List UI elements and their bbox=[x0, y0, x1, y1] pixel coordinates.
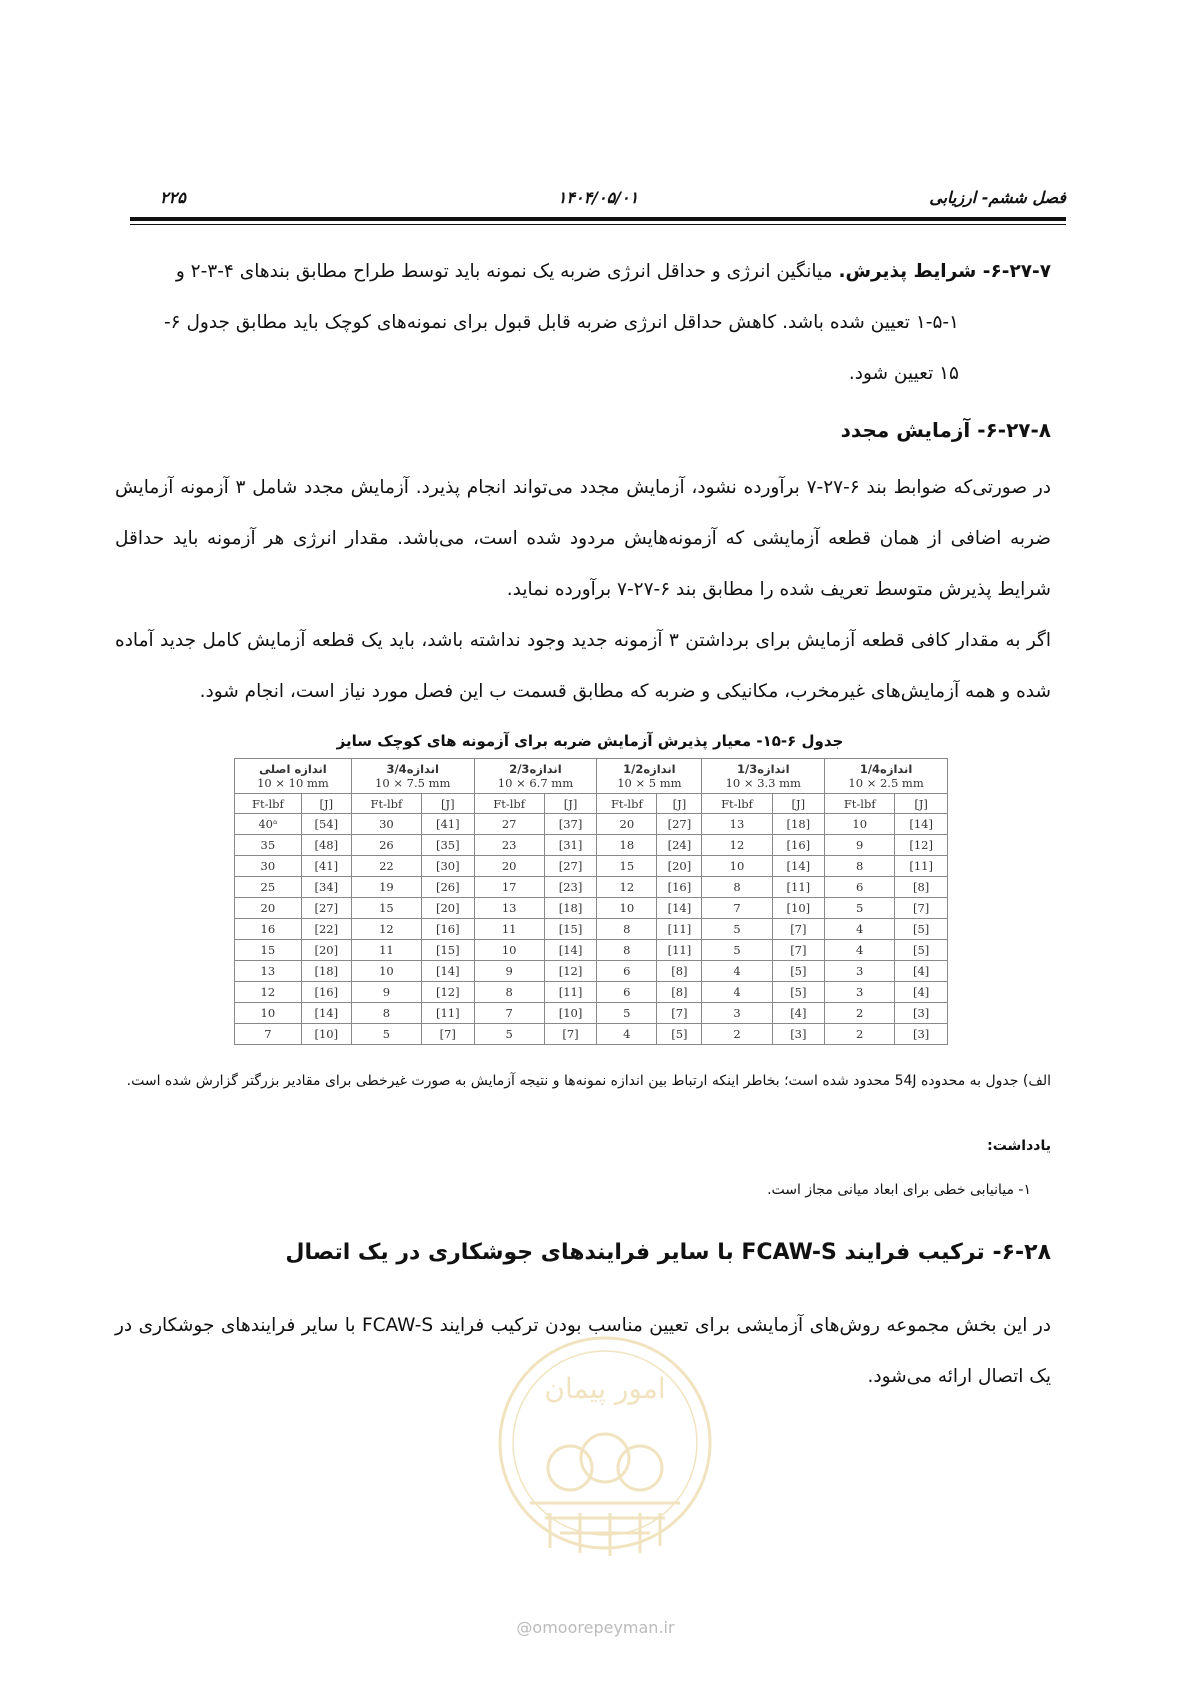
table-cell: [11] bbox=[657, 919, 702, 940]
table-cell: 23 bbox=[474, 835, 544, 856]
table-group-4 bbox=[702, 759, 825, 794]
table-cell: 7 bbox=[474, 1003, 544, 1024]
table-cell: 5 bbox=[351, 1024, 421, 1045]
group-name: اندازه1/4 bbox=[859, 762, 913, 776]
table-row bbox=[235, 856, 948, 877]
table-row bbox=[235, 1003, 948, 1024]
table-cell: 27 bbox=[474, 814, 544, 835]
table-group-1 bbox=[351, 759, 474, 794]
table-cell: 19 bbox=[351, 877, 421, 898]
notes-title: یادداشت: bbox=[987, 1138, 1051, 1154]
table-group-0 bbox=[235, 759, 352, 794]
group-dimension: 10 × 2.5 mm bbox=[848, 776, 924, 790]
unit-header: [J] bbox=[895, 794, 948, 814]
table-cell: 4 bbox=[597, 1024, 657, 1045]
table-cell: 4 bbox=[702, 982, 772, 1003]
table-cell: 8 bbox=[474, 982, 544, 1003]
unit-header: Ft-lbf bbox=[351, 794, 421, 814]
table-cell: [7] bbox=[772, 940, 825, 961]
table-cell: [20] bbox=[421, 898, 474, 919]
table-cell: [14] bbox=[544, 940, 597, 961]
table-cell: [14] bbox=[895, 814, 948, 835]
header-date: ۱۴۰۴/۰۵/۰۱ bbox=[557, 188, 639, 207]
group-dimension: 10 × 6.7 mm bbox=[497, 776, 574, 790]
table-group-header bbox=[235, 759, 948, 794]
table-cell: 7 bbox=[702, 898, 772, 919]
table-cell: 20 bbox=[597, 814, 657, 835]
table-cell: [11] bbox=[657, 940, 702, 961]
table-cell: [7] bbox=[657, 1003, 702, 1024]
table-cell: [35] bbox=[421, 835, 474, 856]
table-cell: [20] bbox=[657, 856, 702, 877]
table-cell: 9 bbox=[474, 961, 544, 982]
table-cell: [11] bbox=[772, 877, 825, 898]
table-cell: [14] bbox=[772, 856, 825, 877]
table-cell: 18 bbox=[597, 835, 657, 856]
retest-paragraph-2: اگر به مقدار کافی قطعه آزمایش برای برداشتن ۳ آزمونه جدید وجود نداشته باشد، باید یک قطعه آزمایش کامل جدید آماده شده و همه آزمایش‌های غیرمخرب، مکانیکی و ضربه که مطابق قسمت ب این فصل مورد نیاز است، انجام شود. bbox=[115, 630, 1052, 702]
table-cell: [4] bbox=[772, 1003, 825, 1024]
watermark-logo bbox=[490, 1318, 720, 1588]
unit-header: [J] bbox=[772, 794, 825, 814]
table-cell: 10 bbox=[702, 856, 772, 877]
table-cell: [23] bbox=[544, 877, 597, 898]
table-row bbox=[235, 982, 948, 1003]
table-cell: 12 bbox=[702, 835, 772, 856]
table-cell: 30 bbox=[351, 814, 421, 835]
table-cell: 4 bbox=[825, 940, 895, 961]
retest-body bbox=[115, 462, 1051, 717]
unit-header: [J] bbox=[657, 794, 702, 814]
table-cell: 2 bbox=[825, 1003, 895, 1024]
table-cell: 9 bbox=[351, 982, 421, 1003]
table-cell: 6 bbox=[597, 961, 657, 982]
table-cell: [24] bbox=[657, 835, 702, 856]
table-cell: 9 bbox=[825, 835, 895, 856]
combination-paragraph: در این بخش مجموعه روش‌های آزمایشی برای تعیین مناسب بودن ترکیب فرایند FCAW-S با سایر فرایندهای جوشکاری در یک اتصال ارائه می‌شود. bbox=[115, 1315, 1051, 1387]
table-unit-header bbox=[235, 794, 948, 814]
group-name: اندازه1/2 bbox=[623, 762, 676, 776]
table-cell: [31] bbox=[544, 835, 597, 856]
table-cell: 13 bbox=[474, 898, 544, 919]
gear-icon bbox=[548, 1446, 592, 1490]
combination-heading: ۶-۲۸- ترکیب فرایند FCAW-S با سایر فرایندهای جوشکاری در یک اتصال bbox=[285, 1240, 1051, 1265]
group-dimension: 10 × 5 mm bbox=[617, 776, 682, 790]
table-cell: 12 bbox=[235, 982, 302, 1003]
table-cell: [5] bbox=[895, 940, 948, 961]
table-group-3 bbox=[597, 759, 702, 794]
table-cell: 5 bbox=[597, 1003, 657, 1024]
table-cell: [16] bbox=[772, 835, 825, 856]
table-cell: 10 bbox=[235, 1003, 302, 1024]
table-group-5 bbox=[825, 759, 948, 794]
table-cell: 16 bbox=[235, 919, 302, 940]
watermark-logo-text: امور پیمان bbox=[544, 1372, 666, 1405]
table-cell: [16] bbox=[657, 877, 702, 898]
table-cell: [5] bbox=[657, 1024, 702, 1045]
unit-header: Ft-lbf bbox=[597, 794, 657, 814]
table-cell: 20 bbox=[474, 856, 544, 877]
table-cell: [10] bbox=[301, 1024, 351, 1045]
table-cell: 10 bbox=[474, 940, 544, 961]
unit-header: Ft-lbf bbox=[702, 794, 772, 814]
table-cell: 40ᵃ bbox=[235, 814, 302, 835]
header-rule-thick bbox=[130, 217, 1066, 221]
table-cell: [8] bbox=[657, 982, 702, 1003]
unit-header: Ft-lbf bbox=[235, 794, 302, 814]
table-cell: 6 bbox=[597, 982, 657, 1003]
table-cell: 11 bbox=[474, 919, 544, 940]
table-row bbox=[235, 919, 948, 940]
table-cell: 5 bbox=[474, 1024, 544, 1045]
table-cell: 10 bbox=[351, 961, 421, 982]
table-cell: [12] bbox=[544, 961, 597, 982]
table-cell: 35 bbox=[235, 835, 302, 856]
table-cell: 11 bbox=[351, 940, 421, 961]
table-cell: 26 bbox=[351, 835, 421, 856]
table-cell: 6 bbox=[825, 877, 895, 898]
table-row bbox=[235, 835, 948, 856]
table-cell: [7] bbox=[421, 1024, 474, 1045]
table-cell: [15] bbox=[421, 940, 474, 961]
table-row bbox=[235, 961, 948, 982]
table-cell: [12] bbox=[421, 982, 474, 1003]
table-cell: [7] bbox=[772, 919, 825, 940]
table-cell: [4] bbox=[895, 961, 948, 982]
table-cell: [14] bbox=[657, 898, 702, 919]
unit-header: [J] bbox=[421, 794, 474, 814]
table-cell: [18] bbox=[301, 961, 351, 982]
table-row bbox=[235, 898, 948, 919]
table-cell: [7] bbox=[895, 898, 948, 919]
table-row bbox=[235, 1024, 948, 1045]
table-cell: [48] bbox=[301, 835, 351, 856]
table-cell: 2 bbox=[825, 1024, 895, 1045]
chapter-title: فصل ششم- ارزیابی bbox=[929, 188, 1066, 207]
table-cell: [18] bbox=[772, 814, 825, 835]
unit-header: [J] bbox=[301, 794, 351, 814]
group-name: اندازه3/4 bbox=[386, 762, 439, 776]
retest-paragraph-1: در صورتی‌که ضوابط بند ۶-۲۷-۷ برآورده نشود، آزمایش مجدد می‌تواند انجام پذیرد. آزمایش مجدد شامل ۳ آزمونه آزمایش ضربه اضافی از همان قطعه آزمایشی که آزمونه‌هایش مردود شده است، می‌باشد. مقدار انرژی هر آزمونه باید حداقل شرایط پذیرش متوسط تعریف شده را مطابق بند ۶-۲۷-۷ برآورده نماید. bbox=[115, 477, 1051, 600]
table-cell: 8 bbox=[597, 940, 657, 961]
table-cell: 8 bbox=[597, 919, 657, 940]
table-footnote: الف) جدول به محدوده 54J محدود شده است؛ بخاطر اینکه ارتباط بین اندازه نمونه‌ها و نتیجه آزمایش به صورت غیرخطی برای مقادیر بزرگتر گزارش شده است. bbox=[126, 1073, 1051, 1089]
table-cell: 3 bbox=[825, 961, 895, 982]
table-cell: [11] bbox=[544, 982, 597, 1003]
table-cell: 3 bbox=[702, 1003, 772, 1024]
table-cell: 5 bbox=[825, 898, 895, 919]
table-cell: 3 bbox=[825, 982, 895, 1003]
table-cell: 8 bbox=[702, 877, 772, 898]
group-name: اندازه اصلی bbox=[259, 762, 327, 776]
table-row bbox=[235, 814, 948, 835]
table-cell: [15] bbox=[544, 919, 597, 940]
table-row bbox=[235, 940, 948, 961]
unit-header: Ft-lbf bbox=[474, 794, 544, 814]
group-dimension: 10 × 3.3 mm bbox=[725, 776, 801, 790]
table-cell: [16] bbox=[421, 919, 474, 940]
table-cell: [3] bbox=[895, 1024, 948, 1045]
group-dimension: 10 × 10 mm bbox=[257, 776, 329, 790]
acceptance-number: ۶-۲۷-۷- bbox=[982, 261, 1051, 282]
table-cell: [27] bbox=[657, 814, 702, 835]
acceptance-line1: میانگین انرژی و حداقل انرژی ضربه یک نمونه باید توسط طراح مطابق بندهای ۴-۳-۲ و bbox=[175, 261, 839, 282]
table-row bbox=[235, 877, 948, 898]
table-cell: 15 bbox=[351, 898, 421, 919]
table-cell: [27] bbox=[544, 856, 597, 877]
table-cell: 13 bbox=[702, 814, 772, 835]
table-cell: 5 bbox=[702, 940, 772, 961]
table-cell: [8] bbox=[657, 961, 702, 982]
table-cell: [7] bbox=[544, 1024, 597, 1045]
table-cell: [14] bbox=[301, 1003, 351, 1024]
table-cell: 17 bbox=[474, 877, 544, 898]
table-cell: 12 bbox=[351, 919, 421, 940]
table-cell: [27] bbox=[301, 898, 351, 919]
table-cell: 10 bbox=[825, 814, 895, 835]
group-name: اندازه1/3 bbox=[737, 762, 790, 776]
table-cell: 5 bbox=[702, 919, 772, 940]
table-cell: 12 bbox=[597, 877, 657, 898]
table-cell: 7 bbox=[235, 1024, 302, 1045]
table-cell: [18] bbox=[544, 898, 597, 919]
table-cell: 30 bbox=[235, 856, 302, 877]
page-number: ۲۲۵ bbox=[160, 188, 186, 207]
table-cell: [37] bbox=[544, 814, 597, 835]
acceptance-line2: ۱-۵-۱ تعیین شده باشد. کاهش حداقل انرژی ضربه قابل قبول برای نمونه‌های کوچک باید مطابق جدول ۶- bbox=[163, 312, 959, 333]
notes-item-1: ۱- میانیابی خطی برای ابعاد میانی مجاز است. bbox=[767, 1182, 1031, 1198]
page-header bbox=[130, 188, 1066, 212]
impact-criteria-table bbox=[234, 758, 948, 1045]
table-cell: 15 bbox=[235, 940, 302, 961]
gear-icon-right bbox=[618, 1446, 662, 1490]
table-cell: [22] bbox=[301, 919, 351, 940]
table-group-2 bbox=[474, 759, 597, 794]
table-cell: [5] bbox=[895, 919, 948, 940]
table-cell: [8] bbox=[895, 877, 948, 898]
watermark-url: @omoorepeyman.ir bbox=[516, 1618, 675, 1637]
table-cell: [12] bbox=[895, 835, 948, 856]
table-cell: [41] bbox=[301, 856, 351, 877]
table-cell: 20 bbox=[235, 898, 302, 919]
table-cell: [4] bbox=[895, 982, 948, 1003]
acceptance-line3: ۱۵ تعیین شود. bbox=[848, 363, 959, 384]
table-cell: 13 bbox=[235, 961, 302, 982]
unit-header: [J] bbox=[544, 794, 597, 814]
table-cell: [30] bbox=[421, 856, 474, 877]
acceptance-title: شرایط پذیرش. bbox=[838, 261, 977, 282]
table-cell: [20] bbox=[301, 940, 351, 961]
table-cell: 22 bbox=[351, 856, 421, 877]
table-cell: [34] bbox=[301, 877, 351, 898]
table-cell: [10] bbox=[772, 898, 825, 919]
table-cell: [11] bbox=[895, 856, 948, 877]
table-cell: [54] bbox=[301, 814, 351, 835]
table-cell: [5] bbox=[772, 982, 825, 1003]
table-cell: [41] bbox=[421, 814, 474, 835]
group-dimension: 10 × 7.5 mm bbox=[375, 776, 451, 790]
table-caption: جدول ۶-۱۵- معیار پذیرش آزمایش ضربه برای آزمونه های کوچک سایز bbox=[336, 732, 844, 750]
table-cell: [3] bbox=[772, 1024, 825, 1045]
table-cell: [16] bbox=[301, 982, 351, 1003]
table-cell: [3] bbox=[895, 1003, 948, 1024]
table-cell: 2 bbox=[702, 1024, 772, 1045]
table-cell: [14] bbox=[421, 961, 474, 982]
table-cell: 4 bbox=[702, 961, 772, 982]
acceptance-paragraph bbox=[115, 246, 1051, 399]
table-cell: 25 bbox=[235, 877, 302, 898]
unit-header: Ft-lbf bbox=[825, 794, 895, 814]
retest-heading: ۶-۲۷-۸- آزمایش مجدد bbox=[840, 418, 1051, 442]
table-cell: 4 bbox=[825, 919, 895, 940]
table-cell: 10 bbox=[597, 898, 657, 919]
table-cell: 8 bbox=[351, 1003, 421, 1024]
table-cell: [10] bbox=[544, 1003, 597, 1024]
table-cell: 15 bbox=[597, 856, 657, 877]
header-rule-thin bbox=[130, 224, 1066, 225]
table-cell: 8 bbox=[825, 856, 895, 877]
table-cell: [26] bbox=[421, 877, 474, 898]
group-name: اندازه2/3 bbox=[509, 762, 562, 776]
table-cell: [11] bbox=[421, 1003, 474, 1024]
table-cell: [5] bbox=[772, 961, 825, 982]
